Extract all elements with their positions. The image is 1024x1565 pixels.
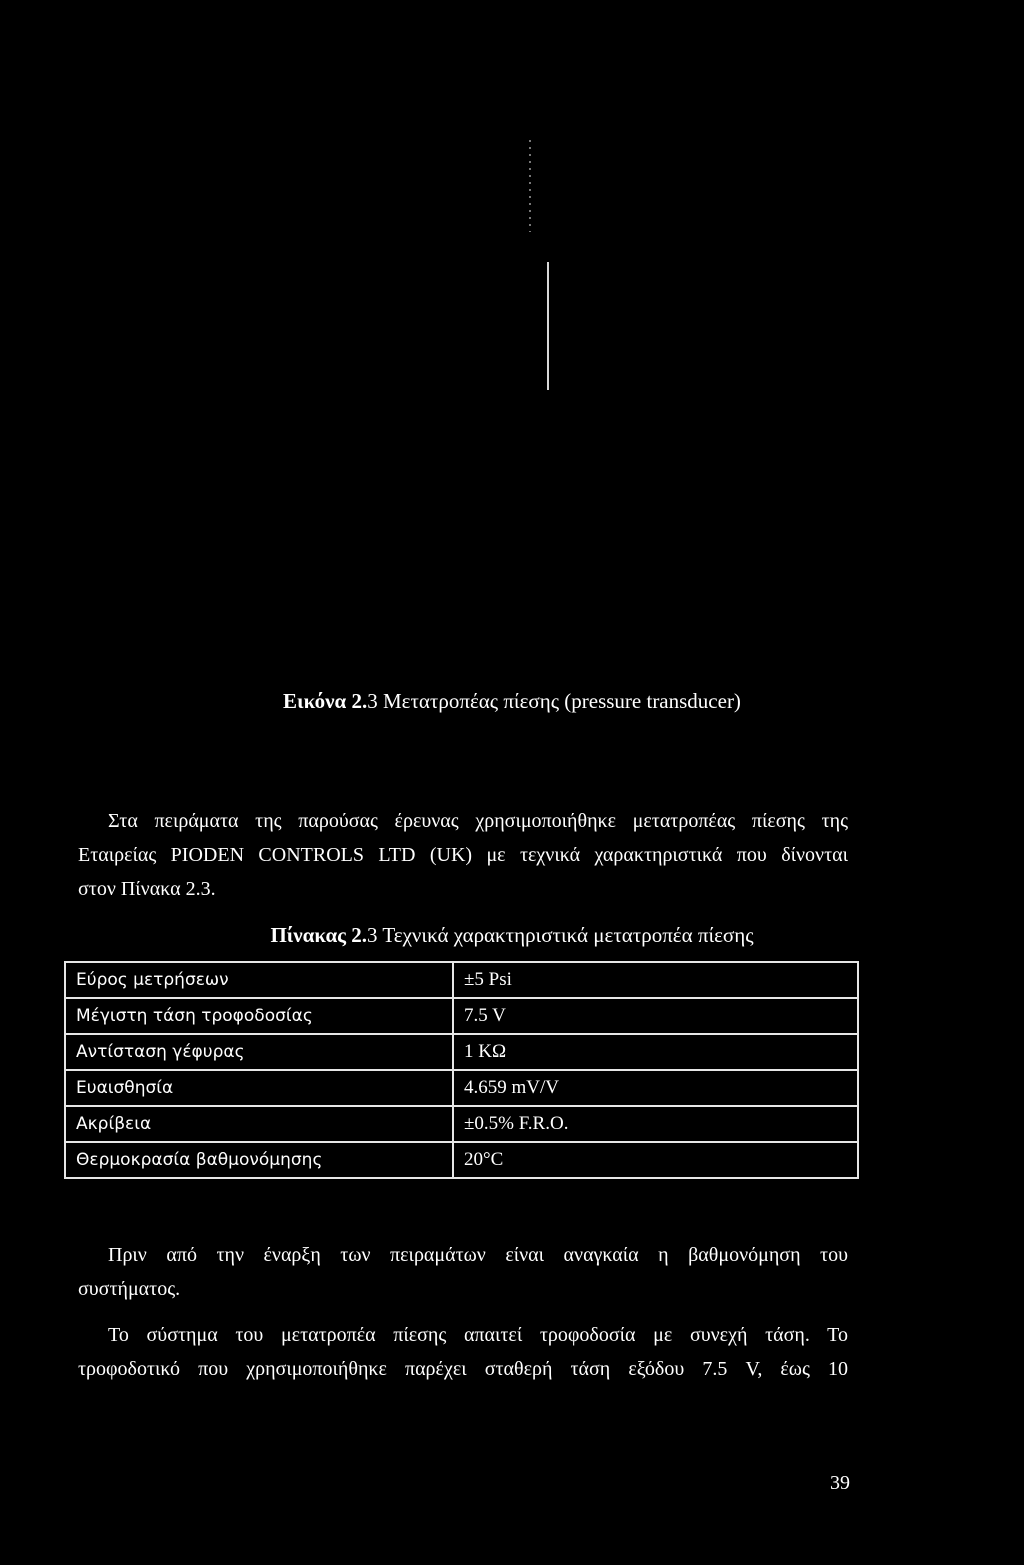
power-line-1: Το σύστημα του μετατροπέα πίεσης απαιτεί τροφοδοσία με συνεχή τάση. Το bbox=[108, 1324, 848, 1346]
table-title-label: Πίνακας 2. bbox=[270, 923, 368, 947]
figure-caption-label: Εικόνα 2. bbox=[283, 689, 368, 713]
table-value: 7.5 V bbox=[453, 998, 858, 1034]
intro-line-1: Στα πειράματα της παρούσας έρευνας χρησιμοποιήθηκε μετατροπέας πίεσης της bbox=[108, 810, 848, 832]
table-row bbox=[65, 1070, 858, 1106]
figure-mark-line bbox=[547, 262, 549, 390]
table-key: Μέγιστη τάση τροφοδοσίας bbox=[65, 998, 453, 1034]
table-row bbox=[65, 1142, 858, 1178]
page-number: 39 bbox=[830, 1472, 850, 1494]
table-value: ±0.5% F.R.O. bbox=[453, 1106, 858, 1142]
table-title-text: 3 Τεχνικά χαρακτηριστικά μετατροπέα πίεσης bbox=[367, 923, 754, 947]
table-key: Ευαισθησία bbox=[65, 1070, 453, 1106]
table-key: Ακρίβεια bbox=[65, 1106, 453, 1142]
figure-caption-text: 3 Μετατροπέας πίεσης (pressure transducer) bbox=[367, 689, 741, 713]
calibration-line-1: Πριν από την έναρξη των πειραμάτων είναι αναγκαία η βαθμονόμηση του bbox=[108, 1244, 848, 1266]
table-row bbox=[65, 998, 858, 1034]
figure-caption bbox=[0, 688, 1024, 714]
table-value: 4.659 mV/V bbox=[453, 1070, 858, 1106]
table-value: ±5 Psi bbox=[453, 962, 858, 998]
intro-line-2: Εταιρείας PIODEN CONTROLS LTD (UK) με τεχνικά χαρακτηριστικά που δίνονται bbox=[78, 844, 848, 866]
figure-mark-dotted bbox=[529, 140, 531, 232]
intro-paragraph bbox=[78, 804, 848, 906]
table-title bbox=[0, 921, 1024, 949]
intro-line-3: στον Πίνακα 2.3. bbox=[78, 878, 216, 900]
power-line-2: τροφοδοτικό που χρησιμοποιήθηκε παρέχει σταθερή τάση εξόδου 7.5 V, έως 10 bbox=[78, 1358, 848, 1380]
calibration-line-2: συστήματος. bbox=[78, 1278, 181, 1300]
table-value: 20°C bbox=[453, 1142, 858, 1178]
power-paragraph bbox=[78, 1318, 848, 1386]
spec-table bbox=[64, 961, 859, 1179]
table-key: Αντίσταση γέφυρας bbox=[65, 1034, 453, 1070]
calibration-paragraph bbox=[78, 1238, 848, 1306]
table-row bbox=[65, 1034, 858, 1070]
table-value: 1 KΩ bbox=[453, 1034, 858, 1070]
table-row bbox=[65, 962, 858, 998]
table-row bbox=[65, 1106, 858, 1142]
table-key: Εύρος μετρήσεων bbox=[65, 962, 453, 998]
table-key: Θερμοκρασία βαθμονόμησης bbox=[65, 1142, 453, 1178]
